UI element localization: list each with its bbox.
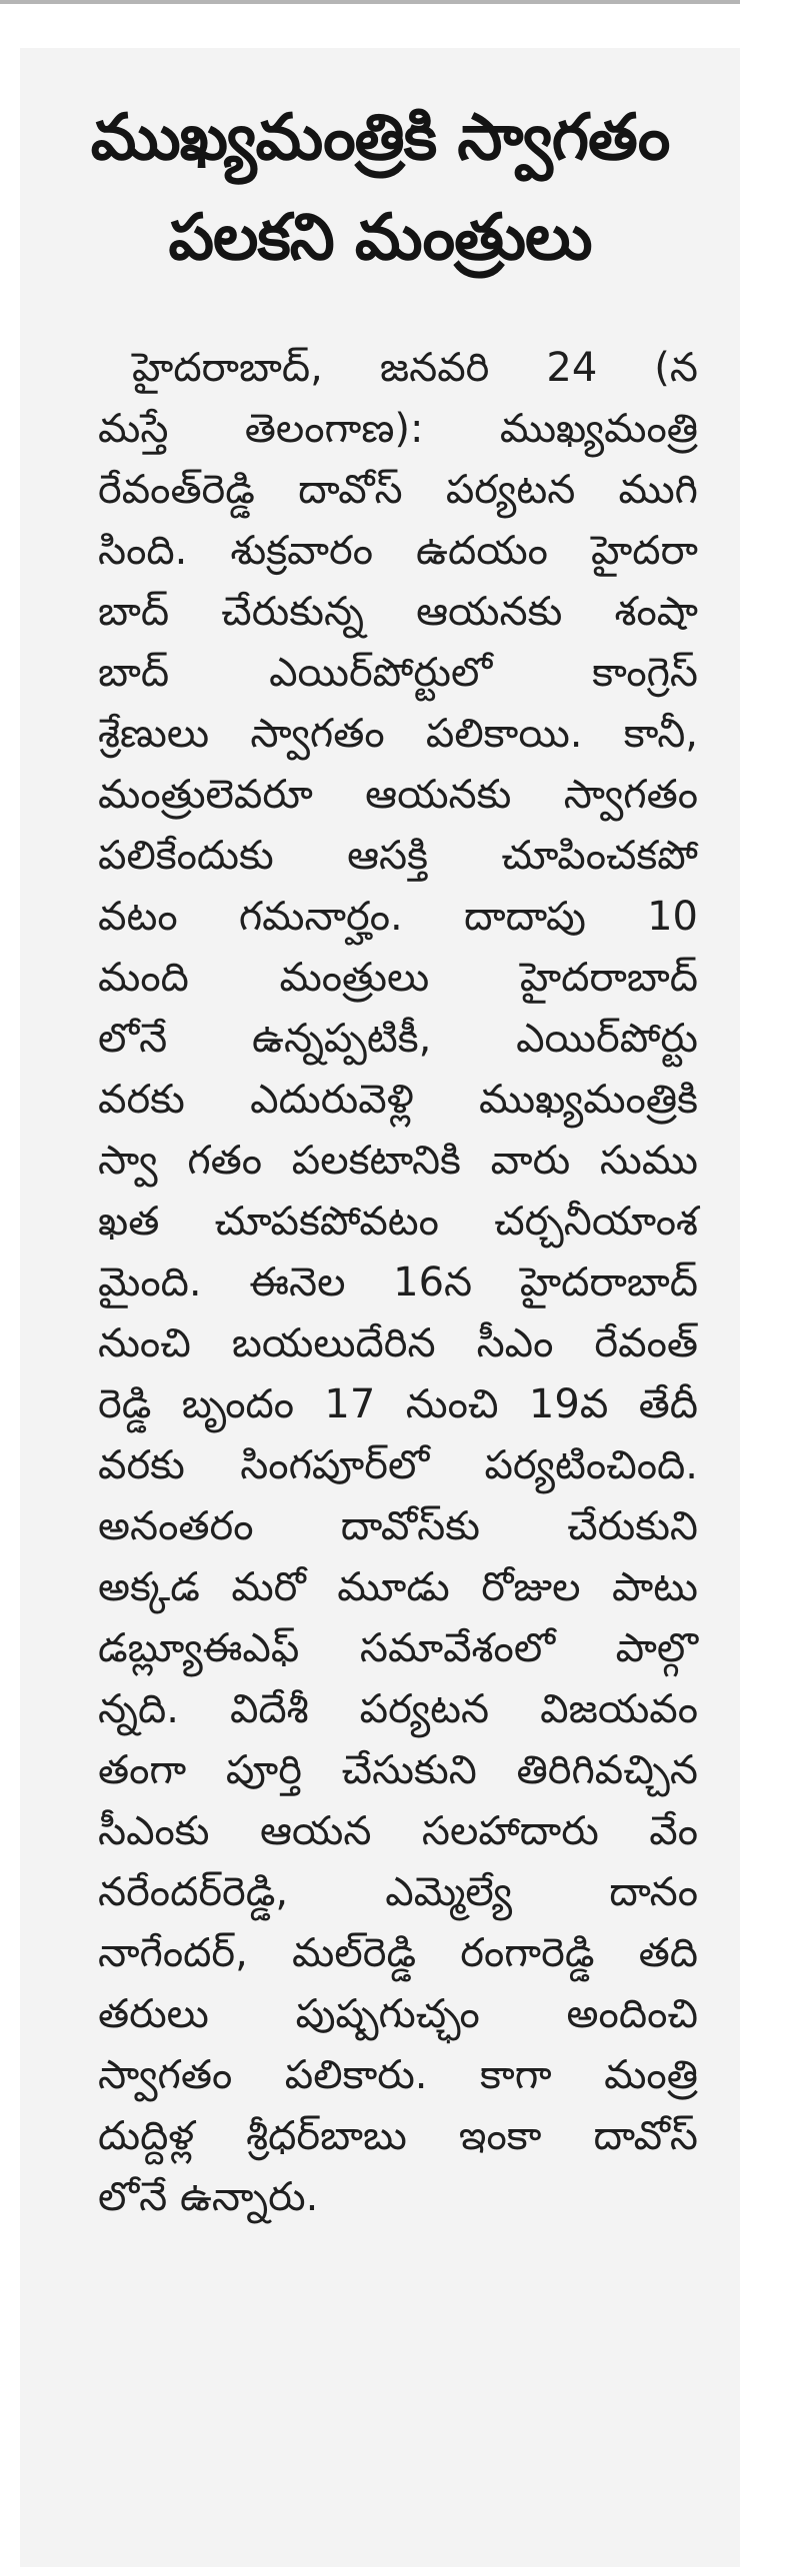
body-line: మస్తే తెలంగాణ): ముఖ్యమంత్రి xyxy=(98,406,698,452)
body-line: నాగేందర్, మల్‌రెడ్డి రంగారెడ్డి తది xyxy=(98,1930,698,1976)
body-line: నరేందర్‌రెడ్డి, ఎమ్మెల్యే దానం xyxy=(98,1869,698,1915)
body-line: శ్రేణులు స్వాగతం పలికాయి. కానీ, xyxy=(98,711,698,757)
body-line: సీఎంకు ఆయన సలహాదారు వేం xyxy=(98,1808,698,1854)
body-line: వరకు సింగపూర్‌లో పర్యటించింది. xyxy=(98,1442,698,1488)
body-line: మైంది. ఈనెల 16న హైదరాబాద్ xyxy=(98,1260,698,1305)
body-line: హైదరాబాద్, జనవరి 24 (న xyxy=(132,345,698,391)
body-line: మంత్రులెవరూ ఆయనకు స్వాగతం xyxy=(98,772,698,818)
body-line: నుంచి బయలుదేరిన సీఎం రేవంత్ xyxy=(98,1320,698,1366)
body-line: లోనే ఉన్నప్పటికీ, ఎయిర్‌పోర్టు xyxy=(98,1016,698,1062)
newspaper-clipping xyxy=(20,48,740,2567)
headline-line-1: ముఖ్యమంత్రికి స్వాగతం xyxy=(90,101,670,175)
body-line: సింది. శుక్రవారం ఉదయం హైదరా xyxy=(98,528,698,574)
article-body xyxy=(98,338,698,2228)
body-line: బాద్ చేరుకున్న ఆయనకు శంషా xyxy=(98,589,698,635)
body-line: తరులు పుష్పగుచ్ఛం అందించి xyxy=(98,1991,698,2037)
body-line: రేవంత్‌రెడ్డి దావోస్ పర్యటన ముగి xyxy=(98,467,698,513)
body-line: స్వాగతం పలికారు. కాగా మంత్రి xyxy=(98,2052,698,2098)
body-line: మంది మంత్రులు హైదరాబాద్ xyxy=(98,955,698,1001)
body-line: వటం గమనార్హం. దాదాపు 10 xyxy=(98,894,698,940)
body-line: ఖత చూపకపోవటం చర్చనీయాంశ xyxy=(98,1199,698,1245)
body-line: బాద్ ఎయిర్‌పోర్టులో కాంగ్రెస్ xyxy=(98,650,698,696)
body-line: దుద్దిళ్ల శ్రీధర్‌బాబు ఇంకా దావోస్ xyxy=(98,2113,698,2159)
body-line: వరకు ఎదురువెళ్లి ముఖ్యమంత్రికి xyxy=(98,1077,698,1123)
body-line: న్నది. విదేశీ పర్యటన విజయవం xyxy=(98,1686,698,1732)
body-line: రెడ్డి బృందం 17 నుంచి 19వ తేదీ xyxy=(98,1381,698,1427)
body-line: లోనే ఉన్నారు. xyxy=(98,2174,319,2220)
article-headline xyxy=(20,88,740,288)
top-divider xyxy=(0,0,740,4)
body-line: అనంతరం దావోస్‌కు చేరుకుని xyxy=(98,1503,698,1549)
body-line: స్వా గతం పలకటానికి వారు సుము xyxy=(98,1138,698,1184)
headline-line-2: పలకని మంత్రులు xyxy=(168,201,592,275)
body-line: డబ్ల్యూఈఎఫ్ సమావేశంలో పాల్గొ xyxy=(98,1625,698,1671)
body-line: తంగా పూర్తి చేసుకుని తిరిగివచ్చిన xyxy=(98,1747,698,1793)
body-line: పలికేందుకు ఆసక్తి చూపించకపో xyxy=(98,833,698,879)
body-line: అక్కడ మరో మూడు రోజుల పాటు xyxy=(98,1564,698,1610)
